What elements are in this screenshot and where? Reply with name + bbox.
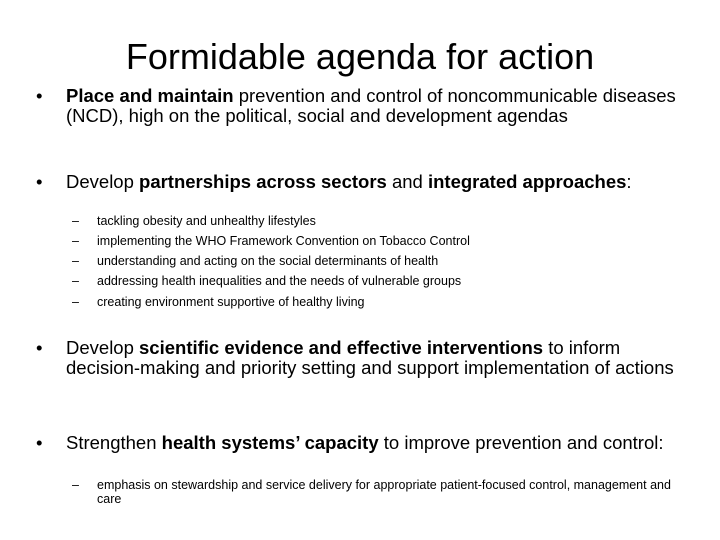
bullet-text [66, 338, 676, 378]
bullet-text-part: and [386, 171, 428, 192]
dash-icon: – [72, 274, 79, 288]
dash-icon: – [72, 254, 79, 268]
dash-icon: – [72, 214, 79, 228]
bullet-icon: • [36, 337, 43, 358]
sub-item-text: understanding and acting on the social determinants of health [97, 254, 439, 268]
bullet-item-2 [36, 172, 676, 192]
bullet-item-4 [36, 433, 676, 453]
sub-item-text: implementing the WHO Framework Convention on Tobacco Control [97, 234, 470, 248]
bullet-text [66, 433, 676, 453]
bullet-bold: scientific evidence and effective interventions [139, 337, 544, 358]
dash-icon: – [72, 295, 79, 309]
bullet-text-part: : [626, 171, 632, 192]
bullet-text-part: Develop [66, 337, 140, 358]
dash-icon: – [72, 234, 79, 248]
bullet-text [66, 86, 676, 126]
sub-item-text: emphasis on stewardship and service delivery for appropriate patient-focused control, management and care [97, 478, 671, 506]
bullet-item-3 [36, 338, 676, 378]
bullet-text-part: Strengthen [66, 432, 162, 453]
bullet-text-part: to inform decision-making and priority setting and support implementation of actions [66, 337, 674, 378]
sub-item-text: tackling obesity and unhealthy lifestyles [97, 214, 316, 228]
bullet-text-part: Develop [66, 171, 140, 192]
bullet-icon: • [36, 432, 43, 453]
bullet-bold: Place and maintain [66, 85, 234, 106]
bullet-bold: health systems’ capacity [161, 432, 379, 453]
sub-item-text: addressing health inequalities and the needs of vulnerable groups [97, 274, 462, 288]
bullet-item-1 [36, 86, 676, 126]
sub-item [72, 479, 672, 506]
bullet-bold: integrated approaches [427, 171, 627, 192]
bullet-text [66, 172, 676, 192]
sub-item [72, 275, 672, 289]
bullet-text-part: prevention and control of noncommunicable diseases (NCD), high on the political, social and development agendas [66, 85, 676, 126]
sub-item-text: creating environment supportive of healthy living [97, 295, 365, 309]
sub-item [72, 255, 672, 269]
sub-item [72, 296, 672, 310]
sub-item [72, 235, 672, 249]
bullet-text-part: to improve prevention and control: [378, 432, 664, 453]
dash-icon: – [72, 478, 79, 492]
bullet-icon: • [36, 171, 43, 192]
bullet-icon: • [36, 85, 43, 106]
bullet-bold: partnerships across sectors [139, 171, 387, 192]
sub-item [72, 215, 672, 229]
slide-title: Formidable agenda for action [125, 36, 595, 77]
